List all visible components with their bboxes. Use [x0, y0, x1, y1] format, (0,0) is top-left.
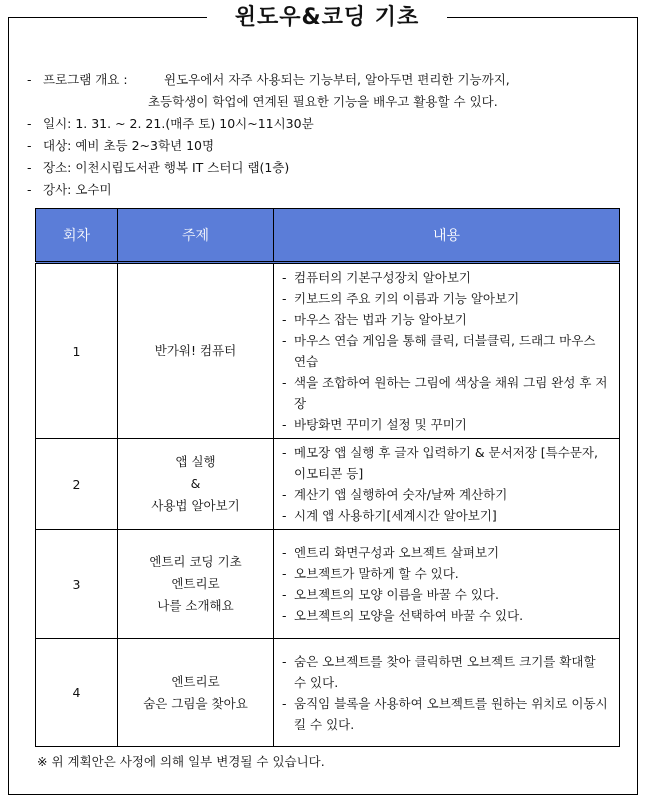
topic-line: 반가워! 컴퓨터	[154, 343, 237, 358]
topic-line: 숨은 그림을 찾아요	[143, 695, 248, 711]
session-content	[274, 639, 620, 747]
table-row	[36, 530, 620, 639]
header-content: 내용	[274, 209, 620, 263]
session-topic	[118, 439, 274, 530]
session-topic	[118, 639, 274, 747]
content-item: - 바탕화면 꾸미기 설정 및 꾸미기	[282, 417, 467, 432]
overview-row: - 프로그램 개요 : 윈도우에서 자주 사용되는 기능부터, 알아두면 편리한 기능까지,	[27, 69, 627, 91]
table-row	[36, 439, 620, 530]
session-content	[274, 530, 620, 639]
target-info: 대상: 예비 초등 2~3학년 10명	[43, 138, 215, 153]
content-item: - 컴퓨터의 기본구성장치 알아보기	[282, 270, 471, 285]
curriculum-table	[35, 208, 620, 747]
content-item: - 엔트리 화면구성과 오브젝트 살펴보기	[282, 545, 500, 560]
topic-line: 엔트리로	[171, 576, 220, 591]
title-bar	[0, 0, 654, 36]
session-number: 1	[36, 263, 118, 439]
overview-line1: 윈도우에서 자주 사용되는 기능부터, 알아두면 편리한 기능까지,	[164, 72, 510, 87]
content-item: - 마우스 잡는 법과 기능 알아보기	[282, 312, 467, 327]
content-item: - 계산기 앱 실행하여 숫자/날짜 계산하기	[282, 487, 508, 502]
topic-line: 앱 실행	[175, 454, 216, 469]
place-info: 장소: 이천시립도서관 행복 IT 스터디 랩(1층)	[43, 160, 290, 175]
program-info: - 프로그램 개요 : 윈도우에서 자주 사용되는 기능부터, 알아두면 편리한 기능까지, 초등학생이 학업에 연계된 필요한 기능을 배우고 활용할 수 있다. - 일시: 1. 31. ~ 2. 21.(매주 토) 10시~11시30분 - 대상: 예비 초등 2~3학년 10명 - 장소: 이천시립도서관 행복 IT 스터디 랩(1층) - 강사: 오수미	[27, 69, 627, 201]
session-content	[274, 439, 620, 530]
content-item: - 메모장 앱 실행 후 글자 입력하기 & 문서저장 [특수문자, 이모티콘 등]	[282, 445, 598, 481]
content-item: - 오브젝트의 모양 이름을 바꿀 수 있다.	[282, 587, 499, 602]
topic-line: 사용법 알아보기	[151, 498, 240, 513]
header-topic: 주제	[118, 209, 274, 263]
footnote: ※ 위 계획안은 사정에 의해 일부 변경될 수 있습니다.	[37, 754, 325, 769]
content-item: - 숨은 오브젝트를 찾아 클릭하면 오브젝트 크기를 확대할 수 있다.	[282, 653, 596, 690]
topic-line: 엔트리 코딩 기초	[149, 554, 242, 569]
content-item: - 시계 앱 사용하기[세계시간 알아보기]	[282, 508, 497, 523]
content-item: - 움직임 블록을 사용하여 오브젝트를 원하는 위치로 이동시킬 수 있다.	[282, 695, 608, 732]
overview-line2: 초등학생이 학업에 연계된 필요한 기능을 배우고 활용할 수 있다.	[148, 94, 498, 109]
session-content	[274, 263, 620, 439]
table-row	[36, 263, 620, 439]
session-number: 3	[36, 530, 118, 639]
header-session: 회차	[36, 209, 118, 263]
content-item: - 색을 조합하여 원하는 그림에 색상을 채워 그림 완성 후 저장	[282, 375, 608, 411]
teacher-info: 강사: 오수미	[43, 182, 112, 197]
table-header-row	[36, 209, 620, 263]
content-item: - 마우스 연습 게임을 통해 클릭, 더블클릭, 드래그 마우스 연습	[282, 333, 596, 369]
content-item: - 키보드의 주요 키의 이름과 기능 알아보기	[282, 291, 520, 306]
date-info: 일시: 1. 31. ~ 2. 21.(매주 토) 10시~11시30분	[43, 116, 314, 131]
session-topic	[118, 263, 274, 439]
topic-line: 엔트리로	[171, 673, 220, 689]
session-number: 4	[36, 639, 118, 747]
topic-line: &	[190, 476, 201, 491]
page-title: 윈도우&코딩 기초	[207, 0, 448, 36]
session-topic	[118, 530, 274, 639]
content-item: - 오브젝트가 말하게 할 수 있다.	[282, 566, 459, 581]
session-number: 2	[36, 439, 118, 530]
overview-label: 프로그램 개요 :	[43, 72, 128, 87]
content-item: - 오브젝트의 모양을 선택하여 바꿀 수 있다.	[282, 608, 524, 623]
topic-line: 나를 소개해요	[157, 598, 234, 613]
table-row	[36, 639, 620, 747]
